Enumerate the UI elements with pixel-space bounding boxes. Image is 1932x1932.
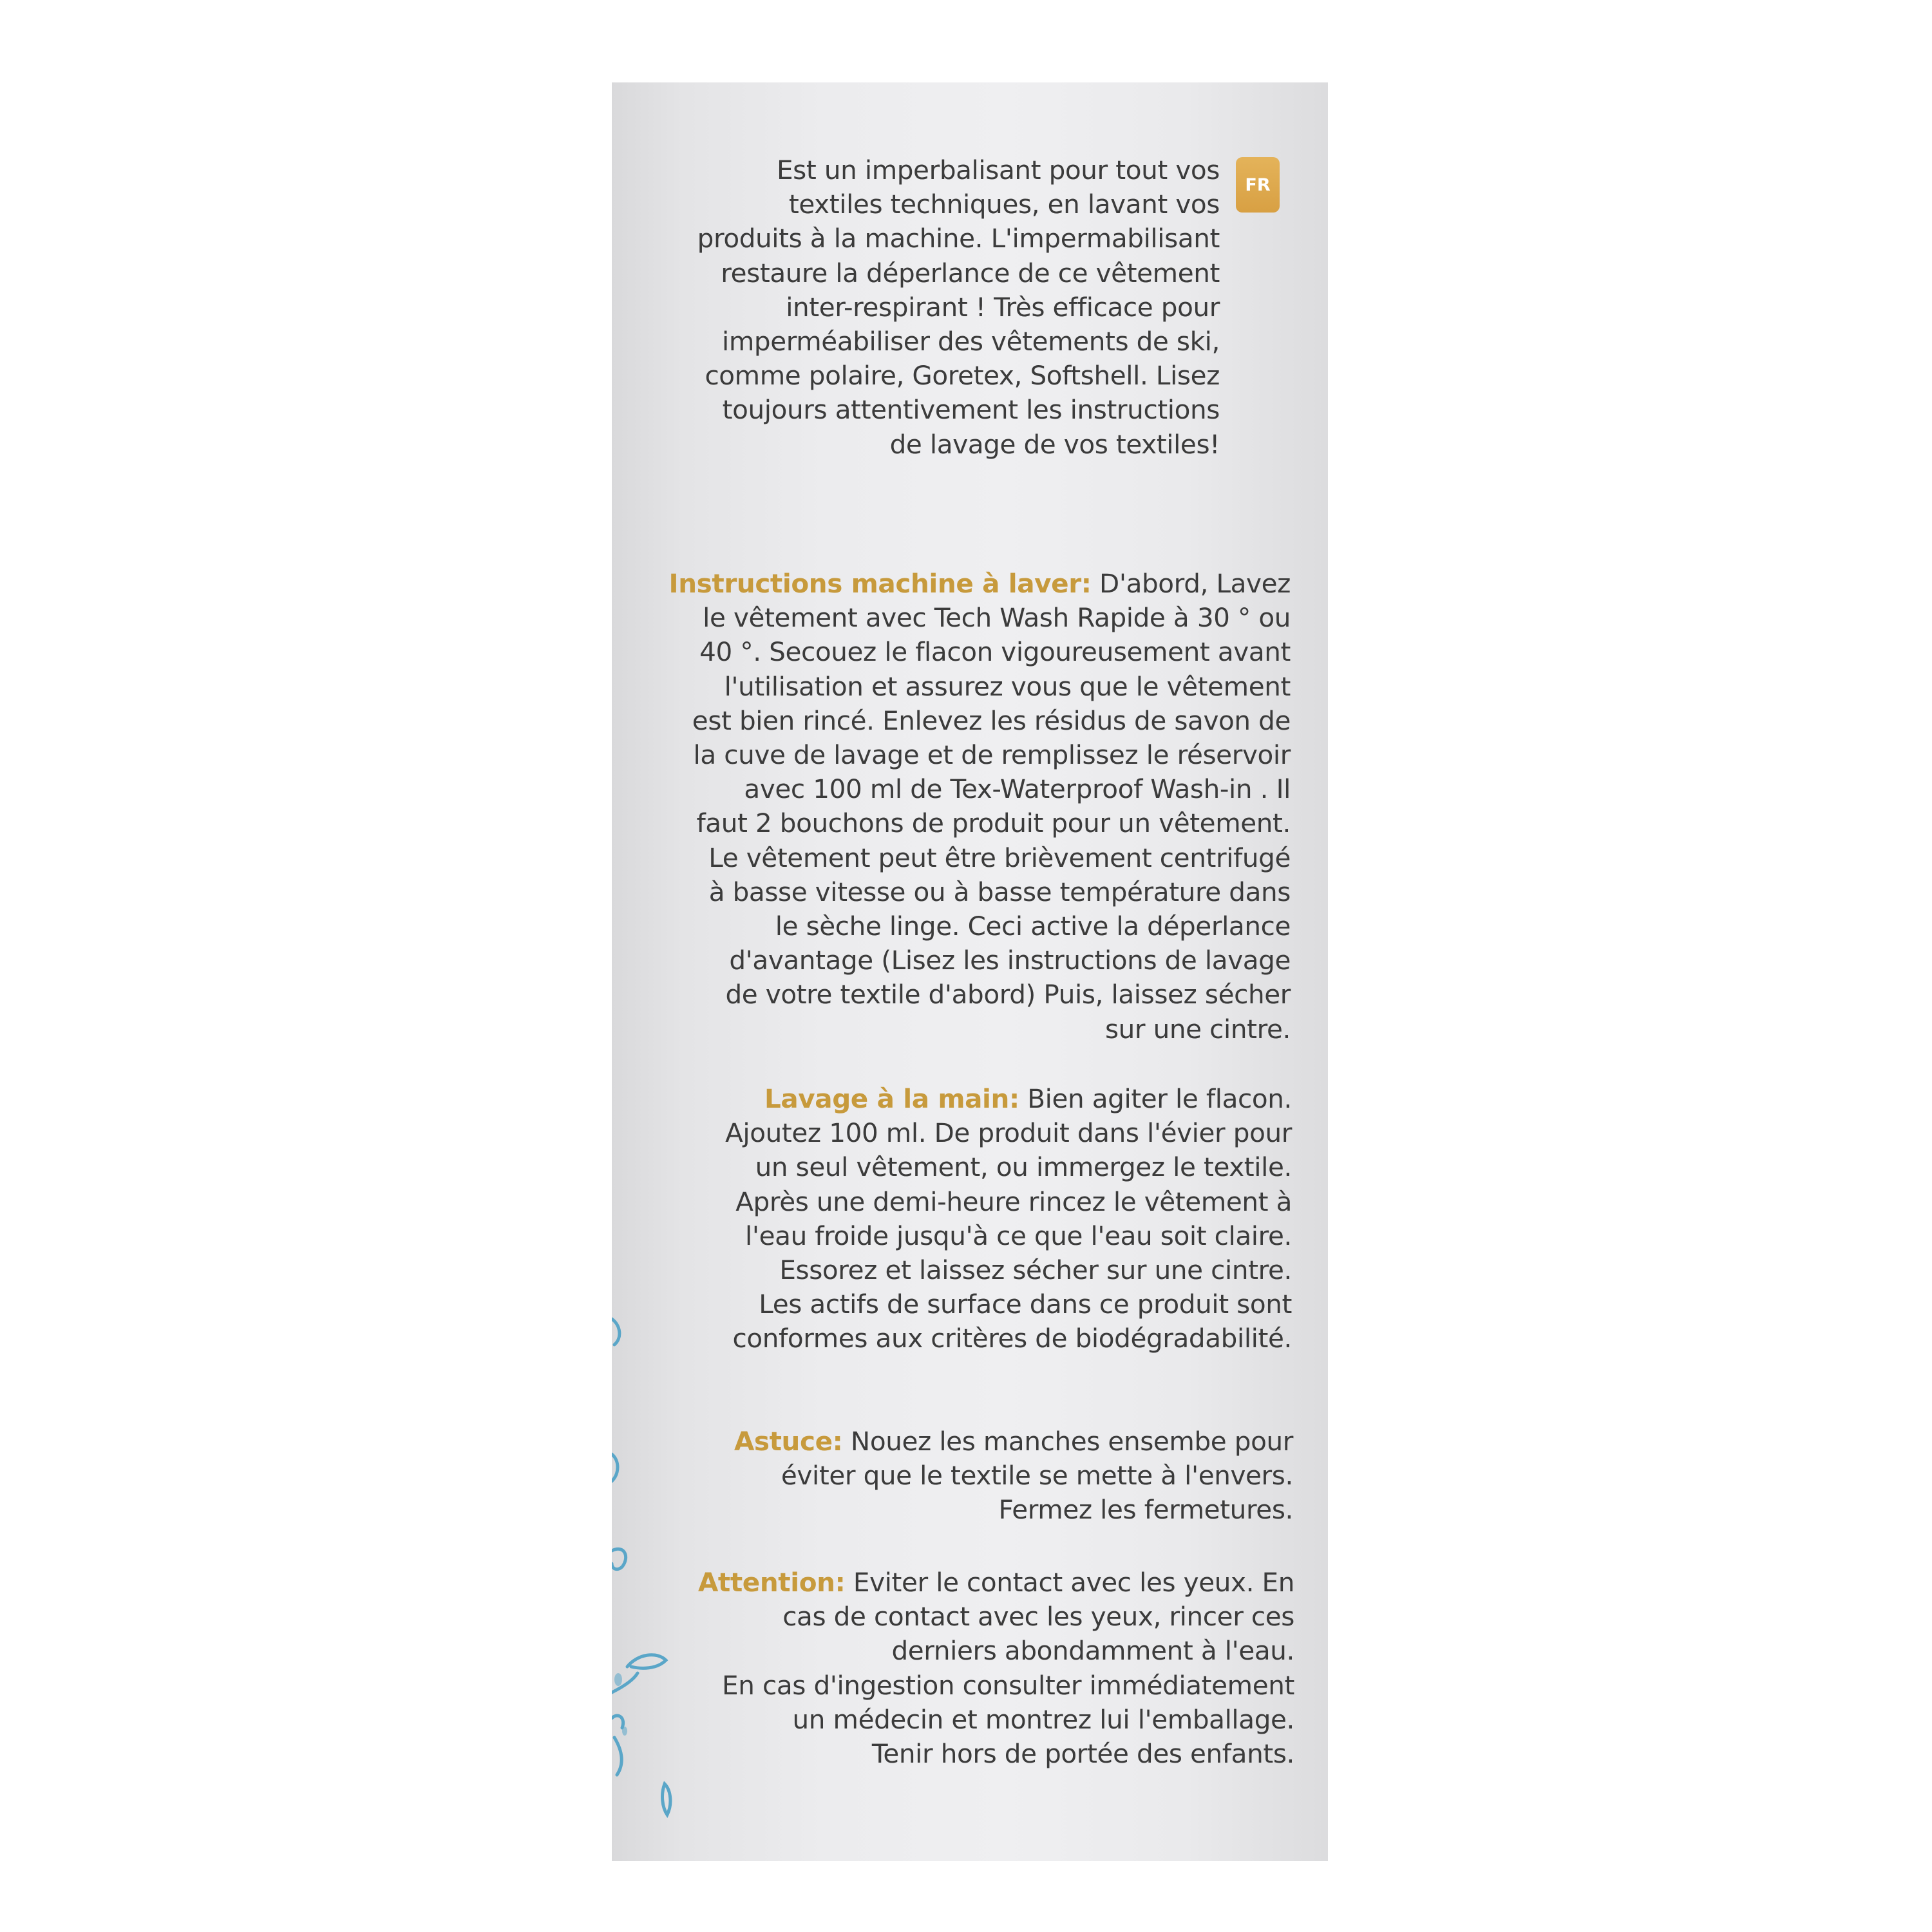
product-label bbox=[612, 82, 1328, 1861]
intro-line: toujours attentivement les instructions bbox=[722, 394, 1220, 426]
warning-line: un médecin et montrez lui l'emballage. bbox=[792, 1703, 1294, 1735]
tip-first-text: Nouez les manches ensembe pour bbox=[842, 1426, 1293, 1457]
machine-line: d'avantage (Lisez les instructions de lavage bbox=[729, 945, 1291, 976]
hand-first-line bbox=[725, 1082, 1292, 1116]
machine-line: l'utilisation et assurez vous que le vêtement bbox=[724, 670, 1291, 702]
hand-first-text: Bien agiter le flacon. bbox=[1019, 1083, 1292, 1114]
intro-line: comme polaire, Goretex, Softshell. Lisez bbox=[705, 360, 1220, 392]
machine-heading: Instructions machine à laver: bbox=[668, 568, 1092, 599]
machine-line: le sèche linge. Ceci active la déperlance bbox=[775, 911, 1291, 942]
warning-line: Tenir hors de portée des enfants. bbox=[871, 1738, 1294, 1770]
machine-line: faut 2 bouchons de produit pour un vêtement. bbox=[696, 808, 1291, 839]
warning-line: derniers abondamment à l'eau. bbox=[891, 1635, 1294, 1667]
machine-first-text: D'abord, Lavez bbox=[1091, 568, 1291, 599]
tip-section bbox=[734, 1425, 1293, 1528]
warning-heading: Attention: bbox=[697, 1567, 846, 1598]
hand-line: Après une demi-heure rincez le vêtement à bbox=[735, 1186, 1292, 1217]
hand-line: Les actifs de surface dans ce produit sont bbox=[759, 1289, 1292, 1320]
machine-line: de votre textile d'abord) Puis, laissez sécher bbox=[725, 979, 1291, 1010]
machine-line: sur une cintre. bbox=[1104, 1013, 1291, 1045]
machine-line: 40 °. Secouez le flacon vigoureusement avant bbox=[699, 636, 1291, 668]
warning-line: En cas d'ingestion consulter immédiatement bbox=[722, 1669, 1294, 1701]
machine-line: est bien rincé. Enlevez les résidus de savon de bbox=[692, 705, 1291, 736]
tip-line: éviter que le textile se mette à l'envers. bbox=[781, 1460, 1293, 1492]
hand-line: l'eau froide jusqu'à ce que l'eau soit claire. bbox=[745, 1220, 1292, 1251]
hand-line: Ajoutez 100 ml. De produit dans l'évier pour bbox=[725, 1117, 1292, 1149]
language-badge: FR bbox=[1236, 157, 1280, 213]
tip-line: Fermez les fermetures. bbox=[998, 1494, 1293, 1526]
warning-first-line bbox=[698, 1566, 1294, 1600]
tip-heading: Astuce: bbox=[734, 1426, 843, 1457]
intro-line: Est un imperbalisant pour tout vos bbox=[776, 155, 1220, 185]
warning-first-text: Eviter le contact avec les yeux. En bbox=[845, 1567, 1294, 1598]
warning-line: cas de contact avec les yeux, rincer ces bbox=[782, 1601, 1294, 1633]
intro-line: imperméabiliser des vêtements de ski, bbox=[721, 326, 1220, 357]
machine-line: la cuve de lavage et de remplissez le réservoir bbox=[693, 739, 1291, 771]
tip-first-line bbox=[734, 1425, 1293, 1459]
hand-wash-instructions bbox=[725, 1082, 1292, 1356]
machine-line: avec 100 ml de Tex-Waterproof Wash-in . Il bbox=[744, 773, 1291, 805]
intro-line: inter-respirant ! Très efficace pour bbox=[786, 291, 1220, 323]
machine-line: le vêtement avec Tech Wash Rapide à 30 ° ou bbox=[703, 602, 1291, 634]
water-splash-icon bbox=[612, 1242, 702, 1821]
intro-paragraph bbox=[697, 153, 1220, 462]
machine-line: à basse vitesse ou à basse température dans bbox=[708, 876, 1291, 907]
hand-line: Essorez et laissez sécher sur une cintre. bbox=[779, 1255, 1292, 1286]
machine-instructions bbox=[669, 567, 1291, 1046]
hand-line: conformes aux critères de biodégradabilité. bbox=[732, 1323, 1292, 1354]
warning-section bbox=[698, 1566, 1294, 1771]
machine-first-line bbox=[669, 567, 1291, 601]
machine-line: Le vêtement peut être brièvement centrifugé bbox=[708, 842, 1291, 873]
hand-line: un seul vêtement, ou immergez le textile. bbox=[755, 1151, 1292, 1183]
intro-line: produits à la machine. L'impermabilisant bbox=[697, 223, 1220, 254]
intro-line: textiles techniques, en lavant vos bbox=[788, 189, 1220, 220]
intro-line: de lavage de vos textiles! bbox=[889, 428, 1220, 460]
hand-heading: Lavage à la main: bbox=[764, 1083, 1019, 1114]
intro-line: restaure la déperlance de ce vêtement bbox=[721, 257, 1220, 289]
